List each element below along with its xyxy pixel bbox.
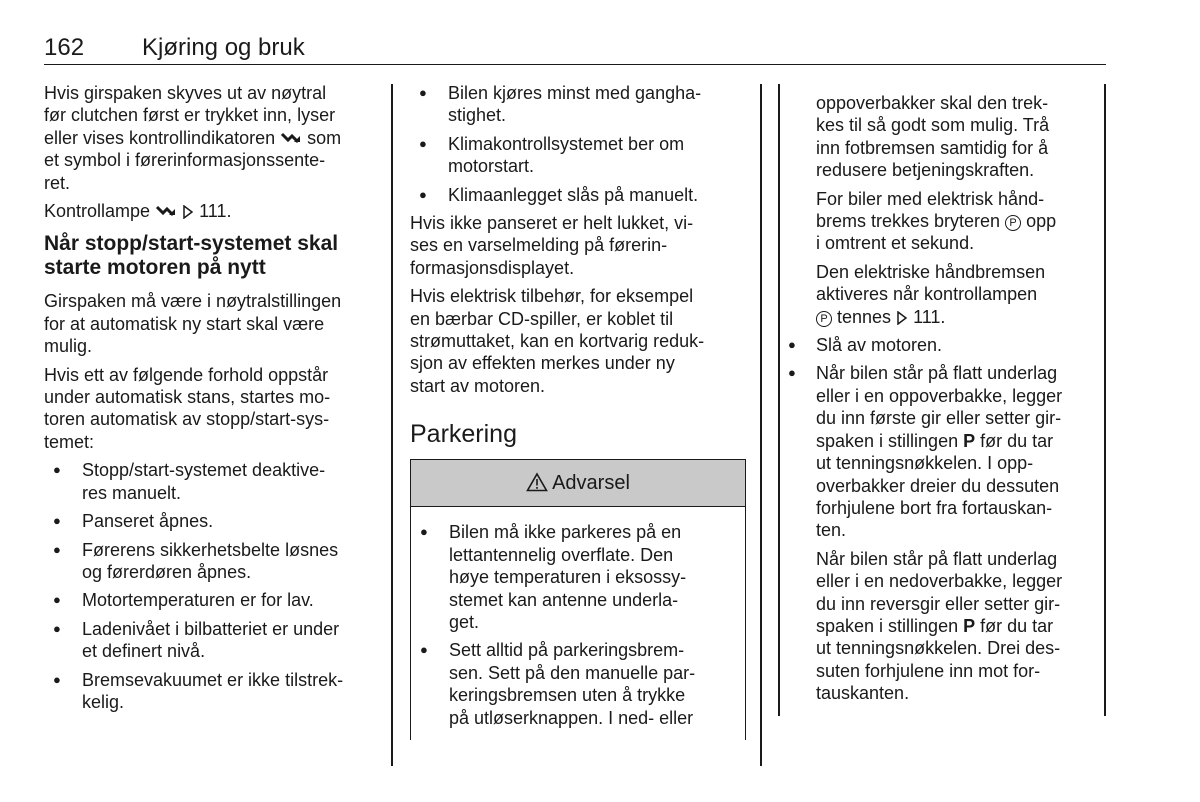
- column-1: [44, 82, 374, 719]
- parking-steps-list: [786, 334, 1106, 542]
- section-title: Kjøring og bruk: [142, 34, 305, 61]
- page-reference: 111.: [199, 201, 232, 222]
- page-reference-arrow-icon: [896, 311, 908, 325]
- paragraph-downhill: Når bilen står på flatt underlag eller i en nedoverbakke, legger du inn reversgir eller setter gir- spaken i stillingen P før du tar ut tenningsnøkkelen. Drei des- suten forhjulene inn mot for- tauskanten.: [816, 548, 1063, 704]
- paragraph-gear-warning: Hvis girspaken skyves ut av nøytral før clutchen først er trykket inn, lyser eller vises kontrollindikatoren som et symbol i førerinformasjonssente- ret.: [44, 83, 342, 193]
- paragraph-control-lamp: Kontrollampe 111.: [44, 201, 232, 222]
- list-item: ● Bremsevakuumet er ikke tilstrek- kelig.: [44, 669, 374, 714]
- list-item: ● Ladenivået i bilbatteriet er under et definert nivå.: [44, 618, 374, 663]
- stop-start-indicator-icon: [155, 203, 177, 219]
- paragraph-hood: Hvis ikke panseret er helt lukket, vi- ses en varselmelding på førerin- formasjonsdisplayet.: [410, 213, 694, 278]
- column-divider-mid: [760, 84, 762, 766]
- warning-header: [411, 460, 745, 507]
- page-reference-arrow-icon: [182, 205, 194, 219]
- paragraph-brake-continued: oppoverbakker skal den trek- kes til så godt som mulig. Trå inn fotbremsen samtidig for å redusere betjeningskraften.: [816, 93, 1050, 181]
- column-divider-right-a: [778, 84, 780, 716]
- list-item: ● Bilen kjøres minst med gangha- stighet.: [410, 82, 746, 127]
- warning-triangle-icon: [526, 472, 548, 492]
- column-2: [410, 82, 746, 740]
- page-header: [44, 34, 1106, 65]
- page-number: 162: [44, 34, 85, 61]
- list-item: ● Bilen må ikke parkeres på en lettantennelig overflate. Den høye temperaturen i eksossy- stemet kan antenne underla- get.: [411, 521, 745, 633]
- list-item: ● Førerens sikkerhetsbelte løsnes og førerdøren åpnes.: [44, 539, 374, 584]
- parking-brake-icon: P: [816, 311, 832, 327]
- paragraph-conditions: Hvis ett av følgende forhold oppstår under automatisk stans, startes mo- toren automatisk av stopp/start-sys- temet:: [44, 364, 331, 452]
- warning-title: Advarsel: [552, 472, 630, 495]
- column-3: [786, 92, 1106, 711]
- stop-start-indicator-icon: [280, 130, 302, 146]
- heading-parking: Parkering: [410, 420, 517, 449]
- paragraph-accessory: Hvis elektrisk tilbehør, for eksempel en bærbar CD-spiller, er koblet til strømuttaket, kan en kortvarig reduk- sjon av effekten merkes under ny start av motoren.: [410, 286, 705, 396]
- parking-brake-icon: P: [1005, 215, 1021, 231]
- heading-restart: Når stopp/start-systemet skal starte motoren på nytt: [44, 232, 339, 280]
- paragraph-neutral: Girspaken må være i nøytralstillingen for at automatisk ny start skal være mulig.: [44, 291, 342, 357]
- list-item: ● Klimakontrollsystemet ber om motorstart.: [410, 133, 746, 178]
- warning-list: [411, 521, 745, 729]
- warning-body: [411, 507, 745, 729]
- list-item: ● Motortemperaturen er for lav.: [44, 589, 374, 611]
- list-item: ● Slå av motoren.: [786, 334, 1106, 356]
- paragraph-electric-brake-active: Den elektriske håndbremsen aktiveres når kontrollampen P tennes 111.: [816, 261, 1046, 327]
- list-item: ● Stopp/start-systemet deaktive- res manuelt.: [44, 459, 374, 504]
- list-item: ● Klimaanlegget slås på manuelt.: [410, 184, 746, 206]
- list-item: ● Sett alltid på parkeringsbrem- sen. Sett på den manuelle par- keringsbremsen uten å trykke på utløserknappen. I ned- eller: [411, 639, 745, 729]
- list-item: ● Når bilen står på flatt underlag eller i en oppoverbakke, legger du inn første gir eller setter gir- spaken i stillingen P før du tar ut tenningsnøkkelen. I opp- overbakker dreier du dessuten forhjulene bort fra fortauskan- ten.: [786, 362, 1106, 541]
- conditions-list-continued: [410, 82, 746, 206]
- list-item: ● Panseret åpnes.: [44, 510, 374, 532]
- paragraph-electric-brake-switch: For biler med elektrisk hånd- brems trekkes bryteren P opp i omtrent et sekund.: [816, 188, 1057, 254]
- column-divider-left: [391, 84, 393, 766]
- warning-box: [410, 459, 746, 740]
- page-reference: 111.: [913, 306, 946, 327]
- conditions-list: [44, 459, 374, 713]
